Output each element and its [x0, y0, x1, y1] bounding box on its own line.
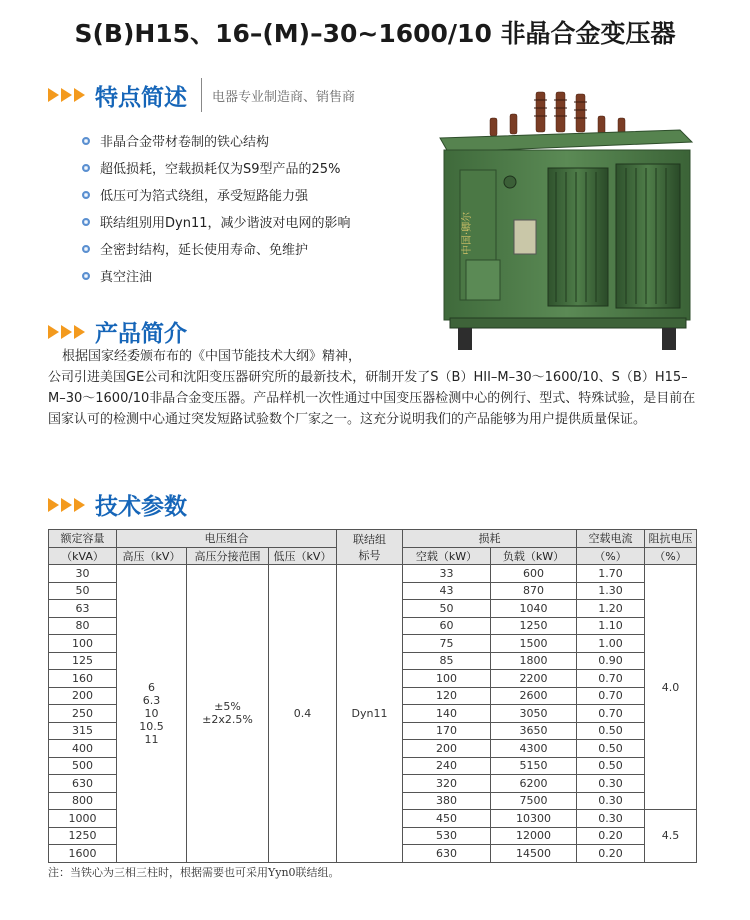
cell-current: 1.70 [577, 565, 645, 583]
cell-noload: 100 [403, 670, 491, 688]
feature-text: 真空注油 [100, 270, 153, 285]
intro-body: 公司引进美国GE公司和沈阳变压器研究所的最新技术，研制开发了S（B）HII–M–30～1600/10、S（B）H15–M–30～1600/10非晶合金变压器。产品样机一次性通过中国变压器检测中心的例行、型式、特殊试验，是目前在国家认可的检测中心通过突发短路试验数个厂家之一。这充分说明我们的产品能够为用户提供质量保证。 [48, 370, 696, 427]
cell-current: 0.90 [577, 652, 645, 670]
header-capacity-unit: （kVA） [49, 547, 117, 565]
cell-noload: 33 [403, 565, 491, 583]
cell-load: 12000 [491, 827, 577, 845]
header-loss: 损耗 [403, 530, 577, 548]
cell-capacity: 160 [49, 670, 117, 688]
header-load: 负载（kW） [491, 547, 577, 565]
header-tap: 高压分接范围 [187, 547, 269, 565]
table-header-row [49, 530, 697, 548]
hv-value: 6.3 [142, 693, 161, 707]
cell-capacity: 80 [49, 617, 117, 635]
cell-noload: 170 [403, 722, 491, 740]
list-item [82, 127, 351, 154]
cell-load: 3050 [491, 705, 577, 723]
cell-noload: 43 [403, 582, 491, 600]
divider [201, 78, 202, 112]
cell-current: 0.70 [577, 705, 645, 723]
spec-table-body [49, 565, 697, 863]
cell-current: 1.30 [577, 582, 645, 600]
cell-current: 0.50 [577, 740, 645, 758]
tank-label-text: 中国·卿尔 [462, 211, 473, 255]
cell-load: 2600 [491, 687, 577, 705]
cell-current: 0.30 [577, 792, 645, 810]
cell-noload: 450 [403, 810, 491, 828]
hv-value: 11 [144, 732, 159, 746]
cell-noload: 120 [403, 687, 491, 705]
cell-capacity: 1600 [49, 845, 117, 863]
hv-value: 6 [148, 680, 155, 694]
header-impedance-unit: （%） [645, 547, 697, 565]
circle-bullet-icon [82, 218, 90, 226]
features-section-title: 特点简述 [95, 84, 187, 111]
header-voltage: 电压组合 [117, 530, 337, 548]
cell-load: 1250 [491, 617, 577, 635]
cell-noload: 200 [403, 740, 491, 758]
cell-noload: 240 [403, 757, 491, 775]
intro-section-header [48, 315, 187, 348]
params-section-title: 技术参数 [95, 494, 187, 520]
cell-noload: 630 [403, 845, 491, 863]
cell-tap [187, 565, 269, 863]
cell-load: 3650 [491, 722, 577, 740]
header-group [337, 530, 403, 565]
triple-arrow-icon [48, 498, 87, 512]
cell-noload: 530 [403, 827, 491, 845]
cell-noload: 75 [403, 635, 491, 653]
feature-text: 超低损耗，空载损耗仅为S9型产品的25% [100, 162, 341, 177]
cell-load: 7500 [491, 792, 577, 810]
triple-arrow-icon [48, 325, 87, 339]
cell-load: 5150 [491, 757, 577, 775]
cell-capacity: 500 [49, 757, 117, 775]
cell-load: 1800 [491, 652, 577, 670]
intro-paragraph [48, 346, 700, 430]
cell-lv: 0.4 [269, 565, 337, 863]
cell-noload: 140 [403, 705, 491, 723]
header-group-line1: 联结组 [353, 533, 386, 546]
hv-value: 10.5 [139, 719, 164, 733]
feature-text: 非晶合金带材卷制的铁心结构 [100, 135, 270, 150]
cell-capacity: 100 [49, 635, 117, 653]
circle-bullet-icon [82, 245, 90, 253]
header-group-line2: 标号 [358, 549, 381, 562]
list-item [82, 235, 351, 262]
feature-list [82, 127, 351, 289]
hv-value: 10 [144, 706, 159, 720]
cell-current: 0.20 [577, 845, 645, 863]
cell-current: 0.50 [577, 757, 645, 775]
cell-load: 1040 [491, 600, 577, 618]
features-section-header [48, 78, 355, 112]
cell-hv [117, 565, 187, 863]
cell-group: Dyn11 [337, 565, 403, 863]
feature-text: 联结组别用Dyn11，减少谐波对电网的影响 [100, 216, 351, 231]
header-impedance: 阻抗电压 [645, 530, 697, 548]
cell-capacity: 50 [49, 582, 117, 600]
cell-load: 14500 [491, 845, 577, 863]
cell-impedance: 4.0 [645, 565, 697, 810]
spec-table [48, 529, 697, 863]
cell-noload: 60 [403, 617, 491, 635]
list-item [82, 208, 351, 235]
intro-line-1: 根据国家经委颁布布的《中国节能技术大纲》精神， [62, 349, 362, 364]
cell-capacity: 125 [49, 652, 117, 670]
list-item [82, 181, 351, 208]
cell-current: 0.30 [577, 810, 645, 828]
cell-load: 600 [491, 565, 577, 583]
footnote: 注：当铁心为三相三柱时，根据需要也可采用Yyn0联结组。 [48, 866, 340, 879]
cell-capacity: 200 [49, 687, 117, 705]
cell-load: 2200 [491, 670, 577, 688]
circle-bullet-icon [82, 272, 90, 280]
cell-capacity: 630 [49, 775, 117, 793]
table-row [49, 565, 697, 583]
cell-noload: 320 [403, 775, 491, 793]
cell-load: 870 [491, 582, 577, 600]
circle-bullet-icon [82, 164, 90, 172]
cell-current: 1.10 [577, 617, 645, 635]
cell-capacity: 1250 [49, 827, 117, 845]
cell-capacity: 1000 [49, 810, 117, 828]
cell-capacity: 400 [49, 740, 117, 758]
header-noload: 空载（kW） [403, 547, 491, 565]
circle-bullet-icon [82, 191, 90, 199]
cell-noload: 85 [403, 652, 491, 670]
tagline: 电器专业制造商、销售商 [212, 89, 356, 105]
cell-capacity: 63 [49, 600, 117, 618]
list-item [82, 262, 351, 289]
cell-noload: 380 [403, 792, 491, 810]
cell-impedance: 4.5 [645, 810, 697, 863]
feature-text: 低压可为箔式绕组，承受短路能力强 [100, 189, 309, 204]
header-current: 空载电流 [577, 530, 645, 548]
cell-current: 1.20 [577, 600, 645, 618]
cell-noload: 50 [403, 600, 491, 618]
cell-load: 1500 [491, 635, 577, 653]
cell-current: 0.50 [577, 722, 645, 740]
cell-load: 6200 [491, 775, 577, 793]
cell-capacity: 800 [49, 792, 117, 810]
transformer-product-image [430, 90, 700, 352]
feature-text: 全密封结构，延长使用寿命、免维护 [100, 243, 309, 258]
cell-current: 0.20 [577, 827, 645, 845]
cell-load: 4300 [491, 740, 577, 758]
page-title: S(B)H15、16–(M)–30~1600/10 非晶合金变压器 [74, 19, 676, 48]
header-hv: 高压（kV） [117, 547, 187, 565]
circle-bullet-icon [82, 137, 90, 145]
cell-capacity: 250 [49, 705, 117, 723]
intro-section-title: 产品简介 [95, 321, 187, 347]
cell-current: 1.00 [577, 635, 645, 653]
params-section-header [48, 488, 187, 521]
tap-value: ±2x2.5% [202, 713, 253, 727]
cell-current: 0.70 [577, 670, 645, 688]
header-capacity: 额定容量 [49, 530, 117, 548]
cell-current: 0.70 [577, 687, 645, 705]
tap-value: ±5% [214, 700, 241, 714]
cell-capacity: 30 [49, 565, 117, 583]
cell-current: 0.30 [577, 775, 645, 793]
cell-load: 10300 [491, 810, 577, 828]
triple-arrow-icon [48, 88, 87, 102]
cell-capacity: 315 [49, 722, 117, 740]
header-lv: 低压（kV） [269, 547, 337, 565]
list-item [82, 154, 351, 181]
header-current-unit: （%） [577, 547, 645, 565]
